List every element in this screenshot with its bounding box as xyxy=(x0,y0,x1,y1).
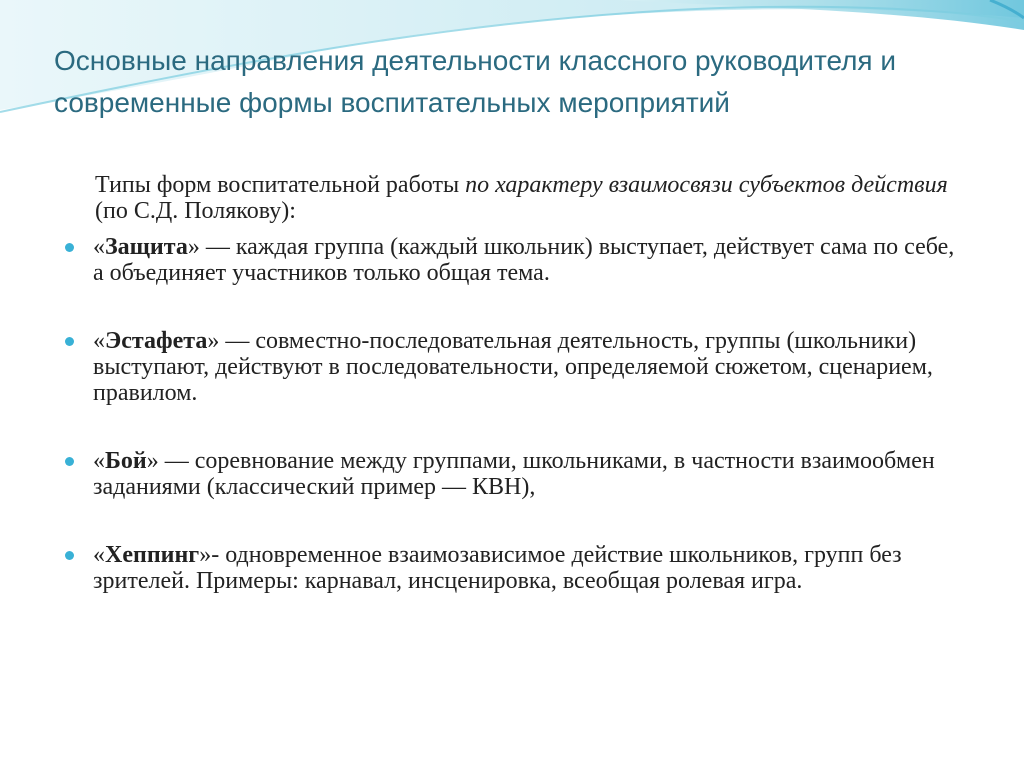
list-item xyxy=(63,542,963,594)
term: Хеппинг xyxy=(105,542,200,568)
quote-close: » xyxy=(187,234,200,260)
bullet-dot-icon xyxy=(65,551,74,560)
quote-close: » xyxy=(207,328,220,354)
bullet-dot-icon xyxy=(65,243,74,252)
bullet-dot-icon xyxy=(65,457,74,466)
term: Эстафета xyxy=(105,328,208,354)
list-item xyxy=(63,328,963,406)
intro-suffix: (по С.Д. Полякову): xyxy=(95,198,296,224)
bullet-dot-icon xyxy=(65,337,74,346)
item-text: — каждая группа (каждый школьник) выступает, действует сама по себе, а объединяет участников только общая тема. xyxy=(93,234,955,286)
list-item xyxy=(63,448,963,500)
quote-open: « xyxy=(93,234,105,260)
quote-open: « xyxy=(93,328,105,354)
quote-close: » xyxy=(199,542,212,568)
item-text: — совместно-последовательная деятельность, группы (школьники) выступают, действуют в последовательности, определяемой сюжетом, сценарием, правилом. xyxy=(93,328,933,406)
term: Защита xyxy=(105,234,188,260)
intro-emphasis: по характеру взаимосвязи субъектов действия xyxy=(465,172,948,198)
quote-close: » xyxy=(146,448,159,474)
slide-body xyxy=(63,172,963,636)
item-text: - одновременное взаимозависимое действие школьников, групп без зрителей. Примеры: карнавал, инсценировка, всеобщая ролевая игра. xyxy=(93,542,902,594)
term: Бой xyxy=(105,448,147,474)
intro-paragraph xyxy=(63,172,963,224)
slide-title: Основные направления деятельности классного руководителя и современные формы воспитательных мероприятий xyxy=(54,45,897,118)
bullet-list xyxy=(63,234,963,594)
list-item xyxy=(63,234,963,286)
quote-open: « xyxy=(93,448,105,474)
quote-open: « xyxy=(93,542,105,568)
item-text: — соревнование между группами, школьниками, в частности взаимообмен заданиями (классический пример — КВН), xyxy=(93,448,935,500)
intro-prefix: Типы форм воспитательной работы xyxy=(95,172,466,198)
